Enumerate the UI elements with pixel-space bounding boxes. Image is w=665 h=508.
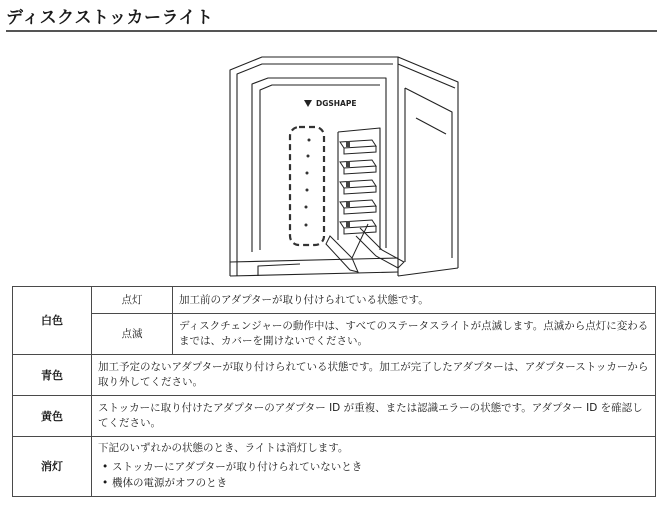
table-row: [13, 396, 656, 437]
title-divider: [6, 30, 657, 32]
status-light-table: [12, 286, 656, 497]
state-description: 加工前のアダプターが取り付けられている状態です。: [173, 287, 656, 314]
state-label-blinking: 点滅: [92, 314, 173, 355]
status-light: [308, 139, 311, 142]
table-row: [13, 355, 656, 396]
table-row: [13, 437, 656, 497]
machine-illustration: [0, 40, 665, 282]
status-light: [307, 155, 310, 158]
color-label-blue: 青色: [13, 355, 92, 396]
page-title: ディスクストッカーライト: [6, 8, 214, 28]
status-light: [305, 224, 308, 227]
logo-mark: [304, 100, 312, 107]
state-description-cell: [92, 437, 656, 497]
color-label-yellow: 黄色: [13, 396, 92, 437]
table-row: [13, 314, 656, 355]
status-lights-highlight: [290, 127, 324, 245]
status-light: [306, 172, 309, 175]
state-description: ディスクチェンジャーの動作中は、すべてのステータスライトが点滅します。点滅から点灯に変わるまでは、カバーを開けないでください。: [173, 314, 656, 355]
table-row: [13, 287, 656, 314]
color-label-off: 消灯: [13, 437, 92, 497]
state-description: 下記のいずれかの状態のとき、ライトは消灯します。: [98, 442, 349, 454]
list-item: • 機体の電源がオフのとき: [98, 476, 649, 491]
brand-logo-text: DGSHAPE: [316, 99, 357, 108]
state-label-lit: 点灯: [92, 287, 173, 314]
condition-list: [98, 460, 649, 491]
status-light: [306, 189, 309, 192]
state-description: ストッカーに取り付けたアダプターのアダプター ID が重複、または認識エラーの状態です。アダプター ID を確認してください。: [92, 396, 656, 437]
state-description: 加工予定のないアダプターが取り付けられている状態です。加工が完了したアダプターは、アダプターストッカーから取り外してください。: [92, 355, 656, 396]
status-light: [305, 206, 308, 209]
color-label-white: 白色: [13, 287, 92, 355]
list-item: • ストッカーにアダプターが取り付けられていないとき: [98, 460, 649, 475]
